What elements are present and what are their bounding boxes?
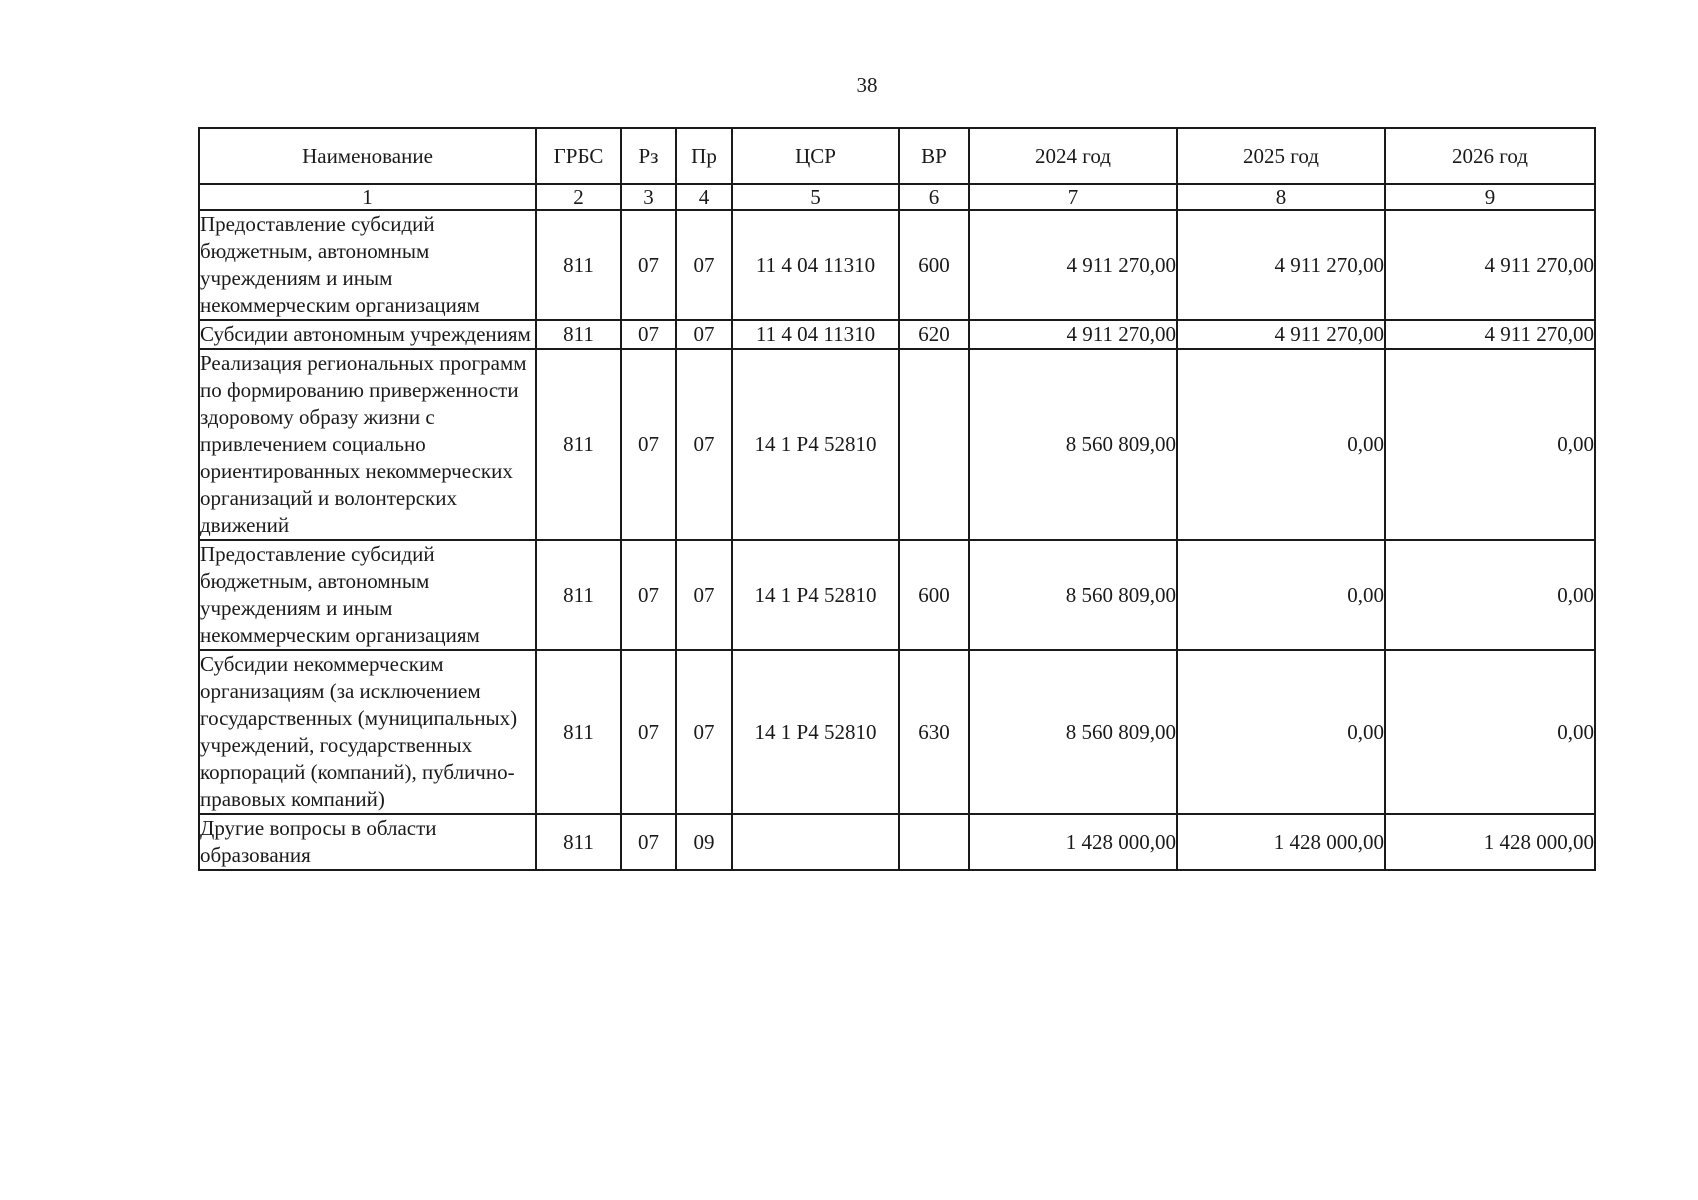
table-row (199, 650, 1595, 814)
cell-grbs: 811 (536, 320, 621, 349)
table-row (199, 210, 1595, 320)
cell-pr: 09 (676, 814, 732, 870)
cell-vr: 600 (899, 210, 969, 320)
cell-grbs: 811 (536, 540, 621, 650)
cell-2026: 0,00 (1385, 540, 1595, 650)
cell-rz: 07 (621, 650, 676, 814)
cell-name: Реализация региональных программ по формированию приверженности здоровому образу жизни с привлечением социально ориентированных некоммерческих организаций и волонтерских движений (199, 349, 536, 540)
cell-vr (899, 814, 969, 870)
table-row (199, 320, 1595, 349)
cell-2025: 0,00 (1177, 650, 1385, 814)
cell-name: Субсидии некоммерческим организациям (за исключением государственных (муниципальных) учреждений, государственных корпораций (компаний), публично-правовых компаний) (199, 650, 536, 814)
cell-grbs: 811 (536, 349, 621, 540)
cell-name: Другие вопросы в области образования (199, 814, 536, 870)
cell-2026: 4 911 270,00 (1385, 210, 1595, 320)
cell-pr: 07 (676, 650, 732, 814)
cell-csr: 11 4 04 11310 (732, 320, 899, 349)
header-pr: Пр (676, 128, 732, 184)
cell-2026: 0,00 (1385, 650, 1595, 814)
header-2025: 2025 год (1177, 128, 1385, 184)
column-number: 9 (1385, 184, 1595, 210)
cell-pr: 07 (676, 210, 732, 320)
header-grbs: ГРБС (536, 128, 621, 184)
budget-table (198, 127, 1596, 871)
header-2024: 2024 год (969, 128, 1177, 184)
cell-2024: 8 560 809,00 (969, 650, 1177, 814)
cell-2024: 4 911 270,00 (969, 210, 1177, 320)
column-number-row (199, 184, 1595, 210)
cell-pr: 07 (676, 540, 732, 650)
column-number: 6 (899, 184, 969, 210)
cell-csr: 14 1 Р4 52810 (732, 650, 899, 814)
cell-grbs: 811 (536, 814, 621, 870)
cell-2026: 0,00 (1385, 349, 1595, 540)
cell-2024: 8 560 809,00 (969, 349, 1177, 540)
header-rz: Рз (621, 128, 676, 184)
header-name: Наименование (199, 128, 536, 184)
header-2026: 2026 год (1385, 128, 1595, 184)
cell-2024: 1 428 000,00 (969, 814, 1177, 870)
column-number: 7 (969, 184, 1177, 210)
table-row (199, 349, 1595, 540)
cell-name: Предоставление субсидий бюджетным, автономным учреждениям и иным некоммерческим организациям (199, 540, 536, 650)
cell-pr: 07 (676, 349, 732, 540)
table-row (199, 540, 1595, 650)
cell-csr: 14 1 Р4 52810 (732, 349, 899, 540)
cell-name: Предоставление субсидий бюджетным, автономным учреждениям и иным некоммерческим организациям (199, 210, 536, 320)
cell-pr: 07 (676, 320, 732, 349)
cell-rz: 07 (621, 320, 676, 349)
column-number: 5 (732, 184, 899, 210)
cell-rz: 07 (621, 814, 676, 870)
header-vr: ВР (899, 128, 969, 184)
cell-grbs: 811 (536, 650, 621, 814)
cell-rz: 07 (621, 540, 676, 650)
cell-2025: 0,00 (1177, 540, 1385, 650)
cell-csr: 11 4 04 11310 (732, 210, 899, 320)
cell-2025: 4 911 270,00 (1177, 320, 1385, 349)
cell-grbs: 811 (536, 210, 621, 320)
cell-2025: 1 428 000,00 (1177, 814, 1385, 870)
cell-vr (899, 349, 969, 540)
cell-2024: 8 560 809,00 (969, 540, 1177, 650)
column-number: 3 (621, 184, 676, 210)
column-number: 2 (536, 184, 621, 210)
cell-rz: 07 (621, 210, 676, 320)
header-csr: ЦСР (732, 128, 899, 184)
cell-vr: 600 (899, 540, 969, 650)
cell-vr: 620 (899, 320, 969, 349)
column-number: 8 (1177, 184, 1385, 210)
cell-2026: 4 911 270,00 (1385, 320, 1595, 349)
header-row (199, 128, 1595, 184)
cell-rz: 07 (621, 349, 676, 540)
cell-csr (732, 814, 899, 870)
cell-2025: 0,00 (1177, 349, 1385, 540)
column-number: 1 (199, 184, 536, 210)
cell-2026: 1 428 000,00 (1385, 814, 1595, 870)
cell-2025: 4 911 270,00 (1177, 210, 1385, 320)
cell-2024: 4 911 270,00 (969, 320, 1177, 349)
column-number: 4 (676, 184, 732, 210)
cell-vr: 630 (899, 650, 969, 814)
table-row (199, 814, 1595, 870)
page-number: 38 (856, 73, 878, 97)
cell-name: Субсидии автономным учреждениям (199, 320, 536, 349)
cell-csr: 14 1 Р4 52810 (732, 540, 899, 650)
